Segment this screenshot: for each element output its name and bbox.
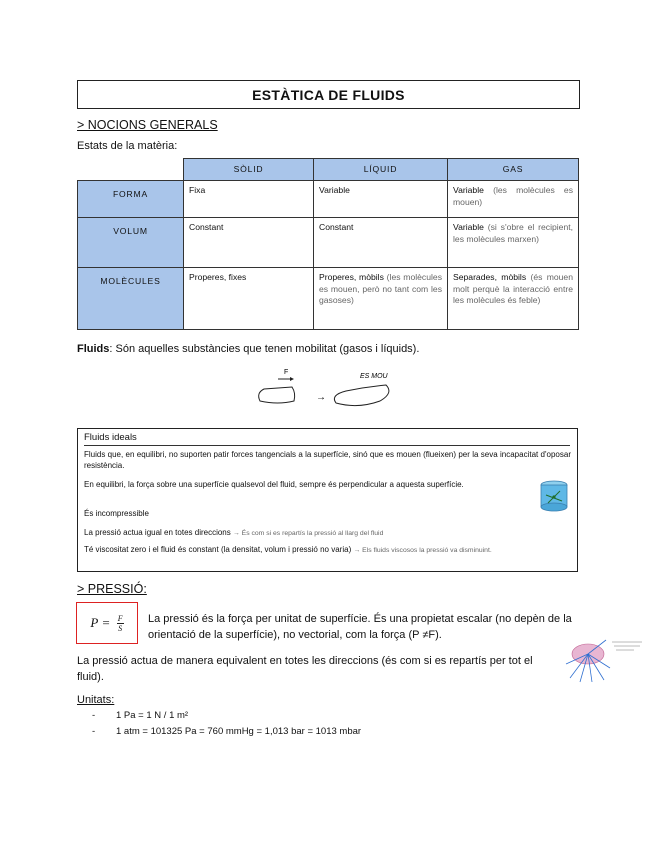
ideal-p3: És incompressible	[84, 509, 149, 518]
cell-gas	[448, 218, 579, 268]
fluid-shape-before	[259, 387, 295, 403]
transform-arrow: →	[316, 392, 326, 403]
unit-text: 1 atm = 101325 Pa = 760 mmHg = 1,013 bar = 1013 mbar	[116, 726, 362, 737]
formula-denominator: S	[118, 623, 123, 633]
ideal-p1: Fluids que, en equilibri, no suporten patir forces tangencials a la superfície, sinó que es mouen (flueixen) per la seva incapacitat d'oposar resistència.	[84, 450, 571, 470]
cell-gas-main: Separades, mòbils	[453, 272, 527, 282]
section-heading-general: > NOCIONS GENERALS	[77, 118, 218, 132]
header-solid: SÒLID	[184, 159, 314, 181]
cell-gas-note: (si s'obre el recipient, les molècules marxen)	[453, 222, 574, 244]
cell-solid: Properes, fixes	[184, 268, 314, 330]
table-header-row	[78, 159, 579, 181]
ideal-p4-note: → És com si es repartís la pressió al llarg del fluid	[233, 530, 384, 537]
cell-liquid	[314, 268, 448, 330]
list-bullet: -	[92, 710, 96, 721]
list-item	[92, 710, 361, 726]
cell-gas-note: (és mouen molt perquè la interacció entre les molècules és feble)	[453, 272, 573, 306]
pressure-definition: La pressió és la força per unitat de superfície. És una propietat escalar (no depèn de la orientació de la superfície), no vectorial, com la força (P ≠F).	[148, 613, 572, 641]
cell-gas	[448, 181, 579, 218]
formula-lhs: P	[90, 615, 99, 630]
list-bullet: -	[92, 726, 96, 737]
force-arrowhead	[290, 377, 294, 381]
states-intro: Estats de la matèria:	[77, 140, 178, 152]
states-table	[77, 158, 579, 330]
ideal-p4	[84, 528, 571, 539]
fluid-deformation-sketch	[248, 365, 418, 413]
pressure-formula	[76, 602, 138, 644]
units-heading: Unitats:	[77, 694, 115, 706]
table-corner	[78, 159, 184, 181]
formula-fraction	[117, 614, 124, 633]
formula-equals: =	[102, 615, 110, 630]
fluids-definition	[77, 343, 419, 355]
container-pressure-icon	[536, 475, 572, 515]
cell-gas-main: Variable	[453, 185, 484, 195]
force-label: F	[284, 369, 289, 376]
table-row	[78, 268, 579, 330]
ideal-p5-note: → Els fluids viscosos la pressió va disminuint.	[353, 547, 492, 554]
cell-liquid-note: (les molècules es mouen, però no tant com les gasoses)	[319, 272, 442, 306]
list-item	[92, 726, 361, 742]
row-label-volum: VOLUM	[78, 218, 184, 268]
cell-gas-note: (les molècules es mouen)	[453, 185, 574, 207]
table-row	[78, 218, 579, 268]
formula-numerator: F	[117, 613, 123, 623]
fluids-def-text: : Són aquelles substàncies que tenen mobilitat (gasos i líquids).	[109, 343, 420, 355]
units-list	[92, 710, 361, 742]
fluid-shape-after	[334, 385, 389, 406]
cell-solid: Constant	[184, 218, 314, 268]
ideal-title-rule	[84, 445, 570, 446]
ideal-fluids-box	[77, 428, 578, 572]
ideal-p5	[84, 545, 571, 556]
pressure-equivalence: La pressió actua de manera equivalent en totes les direccions (és com si es repartís per tot el fluid).	[77, 655, 533, 683]
fluids-term: Fluids	[77, 343, 110, 355]
unit-text: 1 Pa = 1 N / 1 m²	[116, 710, 189, 721]
ideal-title: Fluids ideals	[84, 432, 137, 443]
ideal-p2: En equilibri, la força sobre una superfície qualsevol del fluid, sempre és perpendicular a aquesta superfície.	[84, 480, 464, 489]
header-liquid: LÍQUID	[314, 159, 448, 181]
cell-gas-main: Variable	[453, 222, 484, 232]
cell-liquid: Constant	[314, 218, 448, 268]
section-heading-pressure: > PRESSIÓ:	[77, 582, 147, 596]
page-title: ESTÀTICA DE FLUIDS	[77, 80, 580, 109]
table-row	[78, 181, 579, 218]
cell-gas	[448, 268, 579, 330]
cell-solid: Fixa	[184, 181, 314, 218]
moves-label: ES MOU	[360, 373, 388, 380]
ideal-p4-main: La pressió actua igual en totes direccions	[84, 528, 231, 537]
pressure-directions-icon	[562, 634, 646, 686]
row-label-molecules: MOLÈCULES	[78, 268, 184, 330]
header-gas: GAS	[448, 159, 579, 181]
ideal-p5-main: Té viscositat zero i el fluid és constant (la densitat, volum i pressió no varia)	[84, 545, 352, 554]
row-label-forma: FORMA	[78, 181, 184, 218]
cell-liquid: Variable	[314, 181, 448, 218]
cell-liquid-main: Properes, mòbils	[319, 272, 384, 282]
